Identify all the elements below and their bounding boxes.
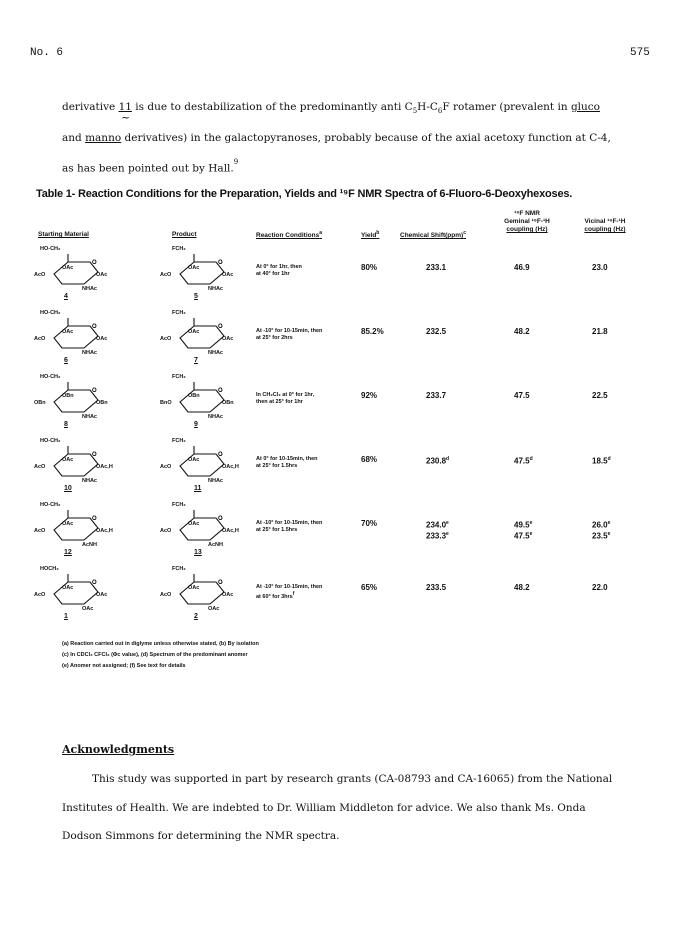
prod-label-mid-0: OAc [188,265,200,271]
geminal-coupling-2 [514,391,530,400]
col-header-chemical-shift: Chemical Shift(ppm)$^c$ [400,230,466,240]
prod-label-right-1: OAc [222,336,234,342]
start-label-bottom-1: NHAc [82,350,97,356]
chemical-shift-1-line1 [426,327,446,336]
vicinal-coupling-5-text: 22.0 [592,583,608,592]
prod-label-bottom-3: NHAc [208,478,223,484]
prod-label-mid-2: OBn [188,393,200,399]
geminal-coupling-1-text: 48.2 [514,327,530,336]
prod-label-left-1: AcO [160,336,172,342]
vicinal-coupling-3-text: 18.5 [592,456,608,466]
geminal-coupling-4 [514,519,532,540]
prod-compound-number-3: 11 [194,485,202,492]
reaction-conditions-line2-text-2: then at 25° for 1hr [256,399,303,405]
vicinal-coupling-4-line1 [592,519,610,530]
chemical-shift-2 [426,391,446,400]
prod-compound-number-4: 13 [194,549,202,556]
col-header-yield: Yield$^b$ [361,230,380,240]
acknowledgments-line-1: This study was supported in part by research grants (CA-08793 and CA-16065) from the National [92,773,613,785]
reaction-conditions-line2-3 [256,463,318,470]
start-label-bottom-4: AcNH [82,542,97,548]
chemical-shift-0 [426,263,446,272]
start-label-bottom-2: NHAc [82,414,97,420]
vicinal-coupling-3-ref: d [607,456,611,462]
prod-label-bottom-2: NHAc [208,414,223,420]
geminal-coupling-4-text: 49.5 [514,520,530,530]
svg-text:O: O [92,452,97,458]
start-top-label-4: HO-CH₂ [40,502,61,508]
acknowledgments-line-3: Dodson Simmons for determining the NMR spectra. [62,830,340,842]
tilde-mark: ~ [121,111,131,124]
start-label-bottom-3: NHAc [82,478,97,484]
vicinal-coupling-3 [592,455,611,466]
chemical-shift-0-line1 [426,263,446,272]
body-text-line-3: as has been pointed out by Hall.$^9$ [62,158,239,175]
vicinal-coupling-4-line2 [592,530,610,541]
yield-value-2: 92% [361,391,378,400]
reaction-conditions-line1-5: At -10° for 10-15min, then [256,584,323,590]
reaction-conditions-line1-2: In CH₂Cl₂ at 0° for 1hr, [256,392,315,398]
chemical-shift-4-text: 234.0 [426,520,447,530]
prod-label-right-0: OAc [222,272,234,278]
vicinal-coupling-5 [592,583,608,592]
col-header-geminal-coupling: ¹⁹F NMR Geminal ¹⁹F-¹H coupling (Hz) [504,210,550,233]
start-compound-number-1: 6 [64,357,68,364]
chemical-shift-4-text-b: 233.3 [426,531,447,541]
reaction-conditions-line2-text-1: at 25° for 2hrs [256,335,293,341]
start-label-mid-1: OAc [62,329,74,335]
start-label-left-3: AcO [34,464,46,470]
prod-label-bottom-5: OAc [208,606,220,612]
start-label-left-0: AcO [34,272,46,278]
reaction-conditions-5 [256,584,322,601]
start-top-label-1: HO-CH₂ [40,310,61,316]
table-title: Table 1- Reaction Conditions for the Preparation, Yields and ¹⁹F NMR Spectra of 6-Fluoro-6-Deoxyhexoses. [36,188,573,200]
start-compound-number-4: 12 [64,549,72,556]
geminal-coupling-4-text-b: 47.5 [514,531,530,541]
geminal-coupling-3-ref: d [529,456,533,462]
reaction-conditions-ref-5: f [292,591,295,597]
vicinal-coupling-0-text: 23.0 [592,263,608,272]
geminal-coupling-4-ref: e [529,520,533,526]
body-text-line-2: and manno derivatives) in the galactopyranoses, probably because of the axial acetoxy function at C-4, [62,132,611,144]
prod-label-left-4: AcO [160,528,172,534]
svg-text:O: O [218,580,223,586]
start-label-left-4: AcO [34,528,46,534]
start-label-mid-4: OAc [62,521,74,527]
prod-label-right-5: OAc [222,592,234,598]
page-number: 575 [630,47,650,59]
col-header-starting-material: Starting Material [38,231,89,238]
prod-top-label-3: FCH₂ [172,438,186,444]
chemical-shift-3 [426,455,449,466]
reaction-conditions-line2-5 [256,591,322,601]
geminal-coupling-5-line1 [514,583,530,592]
vicinal-coupling-4-text-b: 23.5 [592,531,608,541]
yield-value-4: 70% [361,519,378,528]
chemical-shift-5 [426,583,446,592]
chemical-shift-4-line2 [426,530,449,541]
svg-text:O: O [92,324,97,330]
prod-label-left-5: AcO [160,592,172,598]
col-header-product: Product [172,231,197,238]
prod-label-bottom-4: AcNH [208,542,223,548]
footnote-2: (c) In CDCl₃ CFCl₃ (Φc value), (d) Spectrum of the predominant anomer [62,652,248,658]
start-top-label-2: HO-CH₂ [40,374,61,380]
start-label-right-0: OAc [96,272,108,278]
start-label-left-1: AcO [34,336,46,342]
chemical-shift-4 [426,519,449,540]
prod-label-right-3: OAc,H [222,464,239,470]
start-compound-number-2: 8 [64,421,68,428]
svg-text:O: O [92,580,97,586]
reaction-conditions-line2-1 [256,335,322,342]
svg-text:O: O [218,260,223,266]
geminal-coupling-0-text: 46.9 [514,263,530,272]
start-top-label-3: HO-CH₂ [40,438,61,444]
reaction-conditions-line2-2 [256,399,314,406]
chemical-shift-1-text: 232.5 [426,327,447,336]
chemical-shift-2-text: 233.7 [426,391,447,400]
vicinal-coupling-2 [592,391,608,400]
prod-label-mid-4: OAc [188,521,200,527]
geminal-coupling-1 [514,327,530,336]
geminal-coupling-5-text: 48.2 [514,583,530,592]
geminal-coupling-4-line2 [514,530,532,541]
prod-top-label-0: FCH₂ [172,246,186,252]
svg-text:O: O [218,324,223,330]
chemical-shift-5-text: 233.5 [426,583,447,592]
reaction-conditions-line2-text-3: at 25° for 1.5hrs [256,463,298,469]
chemical-shift-0-text: 233.1 [426,263,447,272]
prod-label-right-4: OAc,H [222,528,239,534]
prod-compound-number-2: 9 [194,421,198,428]
geminal-coupling-3 [514,455,533,466]
col-header-vicinal-coupling: Vicinal ¹⁹F-¹H coupling (Hz) [584,218,626,233]
vicinal-coupling-1 [592,327,608,336]
start-top-label-0: HO-CH₂ [40,246,61,252]
chemical-shift-4-ref: e [446,520,449,526]
start-top-label-5: HOCH₂ [40,566,59,572]
start-compound-number-3: 10 [64,485,72,492]
yield-value-5: 65% [361,583,378,592]
svg-text:O: O [218,388,223,394]
start-label-mid-0: OAc [62,265,74,271]
acknowledgments-line-2: Institutes of Health. We are indebted to Dr. William Middleton for advice. We also thank Ms. Onda [62,802,586,814]
geminal-coupling-0 [514,263,530,272]
start-label-right-5: OAc [96,592,108,598]
start-label-mid-5: OAc [62,585,74,591]
prod-top-label-4: FCH₂ [172,502,186,508]
prod-label-bottom-1: NHAc [208,350,223,356]
yield-value-1: 85.2% [361,327,384,336]
reaction-conditions-line1-1: At -10° for 10-15min, then [256,328,323,334]
reaction-conditions-4 [256,520,322,534]
chemical-shift-5-line1 [426,583,446,592]
reaction-conditions-line2-text-0: at 40° for 1hr [256,271,290,277]
body-text-line-1: derivative 11 is due to destabilization of the predominantly anti $C_5H-C_6F$ rotamer (prevalent in gluco [62,101,600,116]
footnote-3: (e) Anomer not assigned; (f) See text for details [62,663,186,669]
footnote-1: (a) Reaction carried out in diglyme unless otherwise stated, (b) By isolation [62,641,259,647]
prod-label-mid-1: OAc [188,329,200,335]
chemical-shift-4-ref-b: e [446,530,449,537]
start-label-left-2: OBn [34,400,46,406]
vicinal-coupling-1-line1 [592,327,608,336]
reaction-conditions-2 [256,392,314,406]
reaction-conditions-0 [256,264,302,278]
compound-ref-11: 11 [118,101,132,113]
start-label-right-2: OBn [96,400,108,406]
prod-label-left-3: AcO [160,464,172,470]
chemical-shift-1 [426,327,446,336]
prod-label-left-2: BnO [160,400,172,406]
start-label-right-1: OAc [96,336,108,342]
start-label-right-4: OAc,H [96,528,113,534]
start-label-mid-3: OAc [62,457,74,463]
vicinal-coupling-4-text: 26.0 [592,520,608,530]
geminal-coupling-4-ref-b: e [529,530,533,537]
reaction-conditions-1 [256,328,322,342]
vicinal-coupling-5-line1 [592,583,608,592]
vicinal-coupling-4 [592,519,610,540]
chemical-shift-3-line1 [426,455,449,466]
svg-text:O: O [218,452,223,458]
geminal-coupling-5 [514,583,530,592]
geminal-coupling-1-line1 [514,327,530,336]
prod-top-label-2: FCH₂ [172,374,186,380]
prod-label-bottom-0: NHAc [208,286,223,292]
start-label-left-5: AcO [34,592,46,598]
svg-text:O: O [218,516,223,522]
geminal-coupling-4-line1 [514,519,532,530]
start-label-mid-2: OBn [62,393,74,399]
vicinal-coupling-2-text: 22.5 [592,391,608,400]
vicinal-coupling-2-line1 [592,391,608,400]
vicinal-coupling-4-ref: e [607,520,611,526]
geminal-coupling-0-line1 [514,263,530,272]
vicinal-coupling-4-ref-b: e [607,530,611,537]
col-header-reaction-conditions: Reaction Conditions$^a$ [256,230,322,240]
geminal-coupling-3-line1 [514,455,533,466]
acknowledgments-heading: Acknowledgments [62,743,175,756]
start-label-bottom-0: NHAc [82,286,97,292]
start-label-right-3: OAc,H [96,464,113,470]
reaction-conditions-line1-4: At -10° for 10-15min, then [256,520,323,526]
svg-text:O: O [92,516,97,522]
chemical-shift-3-text: 230.8 [426,456,447,466]
start-compound-number-5: 1 [64,613,68,620]
geminal-coupling-2-line1 [514,391,530,400]
prod-compound-number-1: 7 [194,357,198,364]
reaction-conditions-line2-text-4: at 25° for 1.5hrs [256,527,298,533]
chemical-shift-3-ref: d [446,456,450,462]
prod-label-mid-3: OAc [188,457,200,463]
vicinal-coupling-1-text: 21.8 [592,327,608,336]
prod-top-label-5: FCH₂ [172,566,186,572]
vicinal-coupling-0-line1 [592,263,608,272]
reaction-conditions-line1-3: At 0° for 10-15min, then [256,456,318,462]
yield-value-3: 68% [361,455,378,464]
journal-issue-number: No. 6 [30,47,64,59]
svg-text:O: O [92,260,97,266]
geminal-coupling-2-text: 47.5 [514,391,530,400]
geminal-coupling-3-text: 47.5 [514,456,530,466]
vicinal-coupling-0 [592,263,608,272]
svg-text:O: O [92,388,97,394]
yield-value-0: 80% [361,263,378,272]
prod-label-mid-5: OAc [188,585,200,591]
reaction-conditions-line2-text-5: at 60° for 3hrs [256,593,293,600]
reaction-conditions-line1-0: At 0° for 1hr, then [256,264,302,270]
vicinal-coupling-3-line1 [592,455,611,466]
reaction-conditions-3 [256,456,318,470]
prod-compound-number-0: 5 [194,293,198,300]
reaction-conditions-line2-4 [256,527,322,534]
chemical-shift-2-line1 [426,391,446,400]
chemical-shift-4-line1 [426,519,449,530]
start-compound-number-0: 4 [64,293,68,300]
prod-label-right-2: OBn [222,400,234,406]
reaction-conditions-line2-0 [256,271,302,278]
prod-top-label-1: FCH₂ [172,310,186,316]
prod-label-left-0: AcO [160,272,172,278]
start-label-bottom-5: OAc [82,606,94,612]
prod-compound-number-5: 2 [194,613,198,620]
